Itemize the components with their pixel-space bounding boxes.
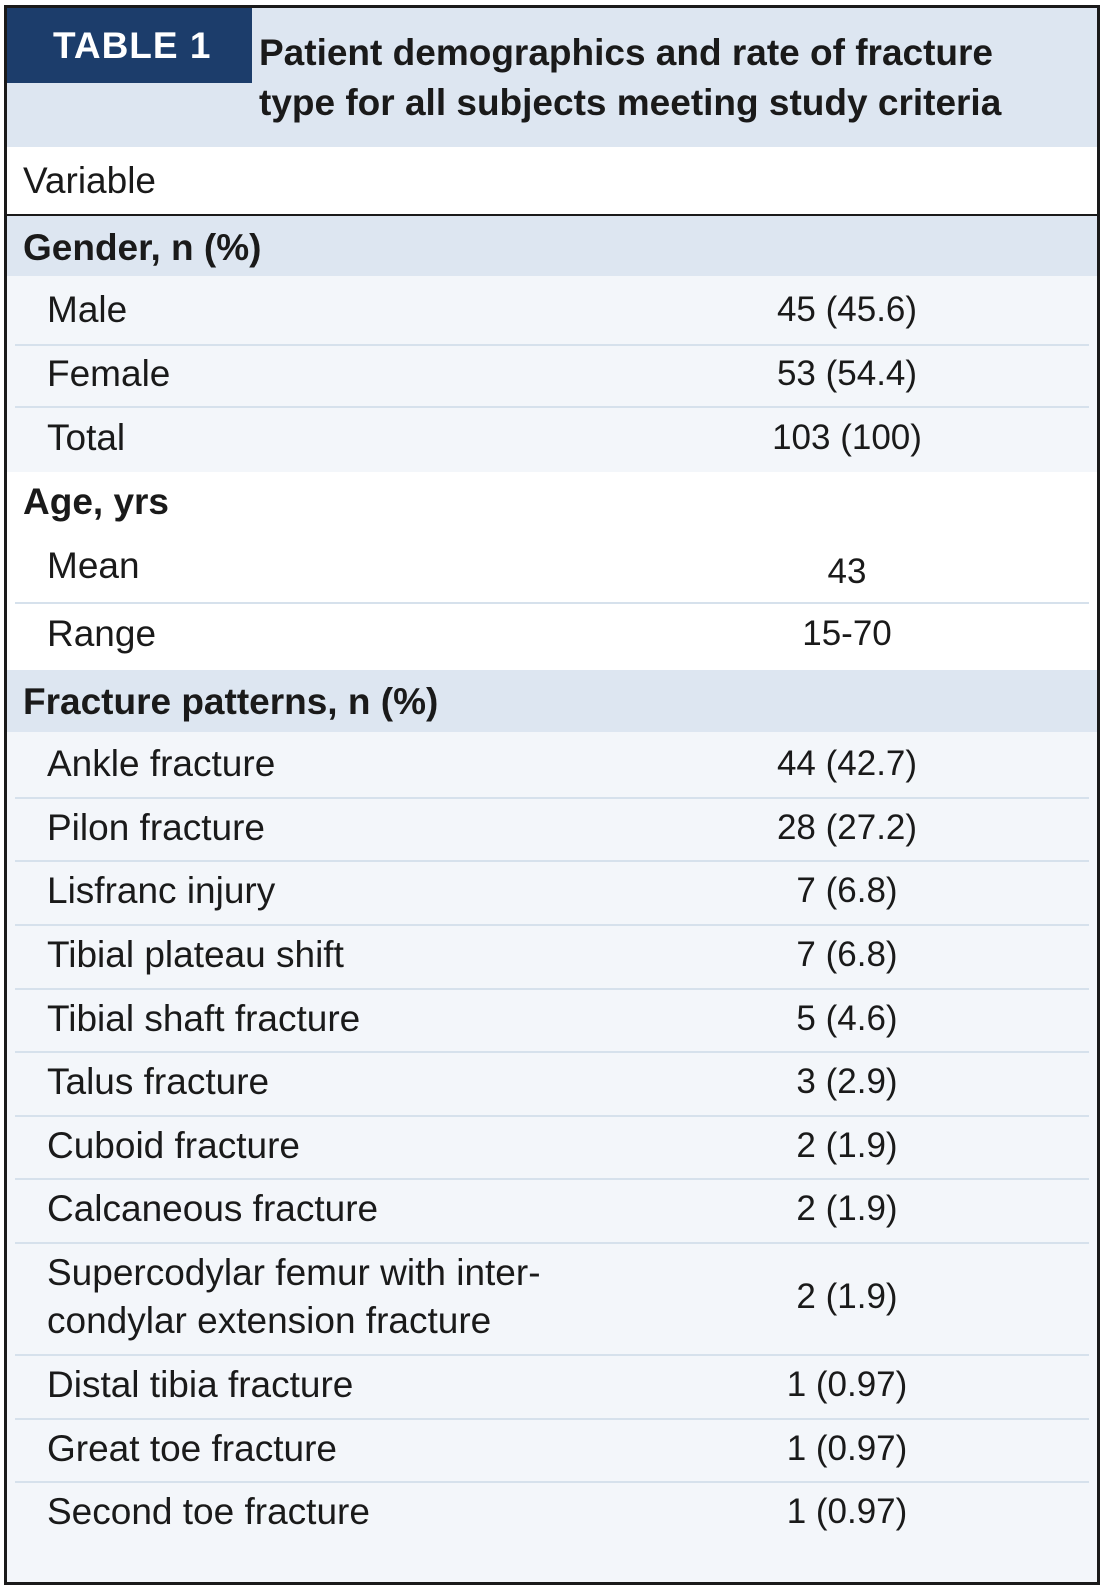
table-row: [7, 1243, 1097, 1353]
row-value: 7 (6.8): [796, 935, 898, 974]
row-value: 7 (6.8): [796, 871, 898, 910]
row-label: Tibial plateau shift: [47, 934, 344, 975]
section-header-age: [7, 472, 1097, 532]
table-title: [259, 28, 1079, 128]
row-value: 2 (1.9): [796, 1189, 898, 1228]
table-title-line-1: Patient demographics and rate of fracture: [259, 32, 994, 73]
row-label: Lisfranc injury: [47, 870, 276, 911]
row-value: 28 (27.2): [776, 808, 918, 847]
row-value: 43: [827, 552, 867, 591]
row-label: Tibial shaft fracture: [47, 998, 361, 1039]
table-row: [7, 604, 1097, 666]
row-label: Second toe fracture: [47, 1491, 370, 1532]
table-row: [7, 989, 1097, 1051]
column-header-row: [7, 147, 1097, 216]
row-label-line-2: condylar extension fracture: [47, 1300, 492, 1341]
table-row: [7, 1179, 1097, 1241]
table-row: [7, 342, 1097, 406]
row-value: 2 (1.9): [796, 1277, 898, 1316]
row-value: 5 (4.6): [796, 999, 898, 1038]
table-row: [7, 1052, 1097, 1114]
row-value: 45 (45.6): [776, 290, 918, 329]
row-label: Cuboid fracture: [47, 1125, 300, 1166]
table-row: [7, 925, 1097, 987]
row-value: 2 (1.9): [796, 1126, 898, 1165]
row-label: Total: [47, 417, 126, 458]
section-header-gender: [7, 216, 1097, 276]
row-label: Male: [47, 289, 128, 330]
table-title-line-2: type for all subjects meeting study criteria: [259, 82, 1002, 123]
table-row: [7, 861, 1097, 923]
row-label: Calcaneous fracture: [47, 1188, 379, 1229]
row-label: Range: [47, 613, 157, 654]
row-value: 1 (0.97): [786, 1429, 908, 1468]
section-label: Age, yrs: [23, 481, 170, 522]
row-value: 15-70: [802, 614, 892, 653]
table-row: [7, 798, 1097, 860]
row-label: Pilon fracture: [47, 807, 265, 848]
table-row: [7, 734, 1097, 796]
section-header-fracture-patterns: [7, 670, 1097, 732]
row-label: Great toe fracture: [47, 1428, 337, 1469]
table-row: [7, 1116, 1097, 1178]
row-label: Ankle fracture: [47, 743, 276, 784]
table-row: [7, 538, 1097, 600]
row-value: 3 (2.9): [796, 1062, 898, 1101]
row-label: Mean: [47, 545, 140, 586]
table-number-tag: TABLE 1: [7, 8, 252, 83]
row-label: Female: [47, 353, 171, 394]
row-value: 53 (54.4): [776, 354, 918, 393]
row-value: 1 (0.97): [786, 1365, 908, 1404]
row-label-line-1: Supercodylar femur with inter-: [47, 1252, 541, 1293]
table-row: [7, 1482, 1097, 1544]
table-row: [7, 278, 1097, 342]
section-label: Gender, n (%): [23, 227, 262, 268]
table-row: [7, 406, 1097, 470]
table-row: [7, 1419, 1097, 1481]
table-header: [7, 8, 1097, 150]
row-label: Talus fracture: [47, 1061, 270, 1102]
row-label: Distal tibia fracture: [47, 1364, 354, 1405]
column-header-variable: Variable: [23, 160, 157, 201]
data-table: [4, 5, 1100, 1585]
section-label: Fracture patterns, n (%): [23, 681, 439, 722]
row-value: 103 (100): [772, 418, 922, 457]
table-row: [7, 1355, 1097, 1417]
row-value: 44 (42.7): [776, 744, 918, 783]
row-value: 1 (0.97): [786, 1492, 908, 1531]
